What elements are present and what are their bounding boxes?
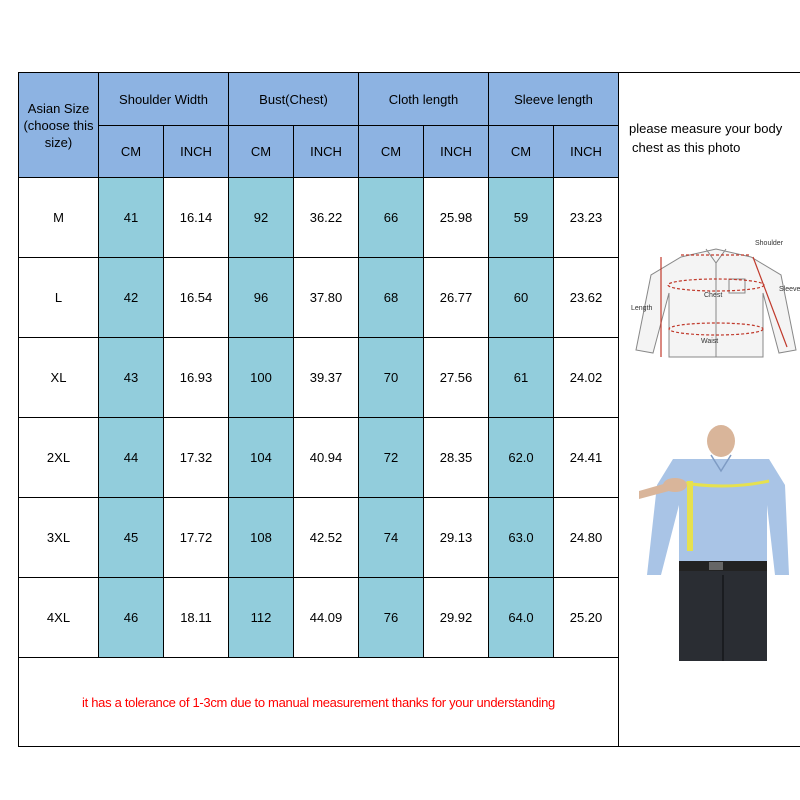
size-label: XL — [19, 338, 99, 418]
shoulder-cm-value: 42 — [99, 258, 164, 338]
bust-inch-value: 42.52 — [294, 498, 359, 578]
size-label: L — [19, 258, 99, 338]
bust-cm-value: 112 — [229, 578, 294, 658]
diagram-label-chest: Chest — [704, 292, 723, 299]
sleeve-cm-value: 60 — [489, 258, 554, 338]
bust-inch-value: 40.94 — [294, 418, 359, 498]
shoulder-width-header: Shoulder Width — [99, 73, 229, 126]
instruction-line-1: please measure your body — [629, 121, 783, 136]
shoulder-cm-value: 46 — [99, 578, 164, 658]
shoulder-inch-value: 18.11 — [164, 578, 229, 658]
bust-inch-value: 36.22 — [294, 178, 359, 258]
cloth-inch-value: 28.35 — [424, 418, 489, 498]
cloth-cm-value: 76 — [359, 578, 424, 658]
cloth-inch-value: 29.92 — [424, 578, 489, 658]
bust-inch-value: 37.80 — [294, 258, 359, 338]
bust-cm-value: 92 — [229, 178, 294, 258]
shirt-measurement-diagram — [631, 235, 800, 365]
sleeve-inch-value: 23.62 — [554, 258, 619, 338]
cloth-inch-value: 29.13 — [424, 498, 489, 578]
measurement-guide-panel — [619, 73, 800, 747]
cloth-inch-value: 27.56 — [424, 338, 489, 418]
shoulder-cm-value: 43 — [99, 338, 164, 418]
tolerance-note: it has a tolerance of 1-3cm due to manual measurement thanks for your understanding — [19, 658, 619, 747]
sleeve-inch-value: 23.23 — [554, 178, 619, 258]
diagram-label-length: Length — [631, 305, 653, 312]
bust-inch-value: 39.37 — [294, 338, 359, 418]
bust-cm-value: 108 — [229, 498, 294, 578]
instruction-line-2: chest as this photo — [632, 140, 741, 155]
asian-size-header: Asian Size (choose this size) — [19, 73, 99, 178]
sleeve-inch-value: 24.02 — [554, 338, 619, 418]
cloth-cm-value: 74 — [359, 498, 424, 578]
bust-chest-header: Bust(Chest) — [229, 73, 359, 126]
bust-cm-header: CM — [229, 126, 294, 178]
measure-instruction — [629, 119, 800, 157]
bust-cm-value: 100 — [229, 338, 294, 418]
shoulder-cm-value: 41 — [99, 178, 164, 258]
shoulder-inch-value: 16.54 — [164, 258, 229, 338]
bust-inch-value: 44.09 — [294, 578, 359, 658]
sleeve-cm-value: 61 — [489, 338, 554, 418]
shoulder-cm-value: 45 — [99, 498, 164, 578]
cloth-inch-value: 26.77 — [424, 258, 489, 338]
chest-measurement-photo — [639, 425, 789, 661]
sleeve-inch-header: INCH — [554, 126, 619, 178]
sleeve-cm-value: 59 — [489, 178, 554, 258]
cloth-cm-header: CM — [359, 126, 424, 178]
cloth-cm-value: 70 — [359, 338, 424, 418]
cloth-cm-value: 68 — [359, 258, 424, 338]
sleeve-cm-header: CM — [489, 126, 554, 178]
sleeve-cm-value: 64.0 — [489, 578, 554, 658]
size-label: M — [19, 178, 99, 258]
size-table — [18, 72, 800, 747]
cloth-cm-value: 72 — [359, 418, 424, 498]
cloth-inch-header: INCH — [424, 126, 489, 178]
size-chart — [18, 72, 800, 752]
size-label: 3XL — [19, 498, 99, 578]
size-label: 4XL — [19, 578, 99, 658]
shoulder-cm-value: 44 — [99, 418, 164, 498]
shoulder-inch-value: 16.14 — [164, 178, 229, 258]
cloth-inch-value: 25.98 — [424, 178, 489, 258]
cloth-cm-value: 66 — [359, 178, 424, 258]
diagram-label-sleeve: Sleeve — [779, 286, 800, 293]
shoulder-cm-header: CM — [99, 126, 164, 178]
sleeve-inch-value: 24.41 — [554, 418, 619, 498]
sleeve-inch-value: 24.80 — [554, 498, 619, 578]
shoulder-inch-header: INCH — [164, 126, 229, 178]
bust-inch-header: INCH — [294, 126, 359, 178]
diagram-label-waist: Waist — [701, 338, 719, 345]
size-label: 2XL — [19, 418, 99, 498]
shoulder-inch-value: 17.32 — [164, 418, 229, 498]
sleeve-cm-value: 63.0 — [489, 498, 554, 578]
sleeve-length-header: Sleeve length — [489, 73, 619, 126]
sleeve-cm-value: 62.0 — [489, 418, 554, 498]
cloth-length-header: Cloth length — [359, 73, 489, 126]
shoulder-inch-value: 16.93 — [164, 338, 229, 418]
sleeve-inch-value: 25.20 — [554, 578, 619, 658]
diagram-label-shoulder: Shoulder — [755, 240, 784, 247]
shoulder-inch-value: 17.72 — [164, 498, 229, 578]
bust-cm-value: 104 — [229, 418, 294, 498]
bust-cm-value: 96 — [229, 258, 294, 338]
